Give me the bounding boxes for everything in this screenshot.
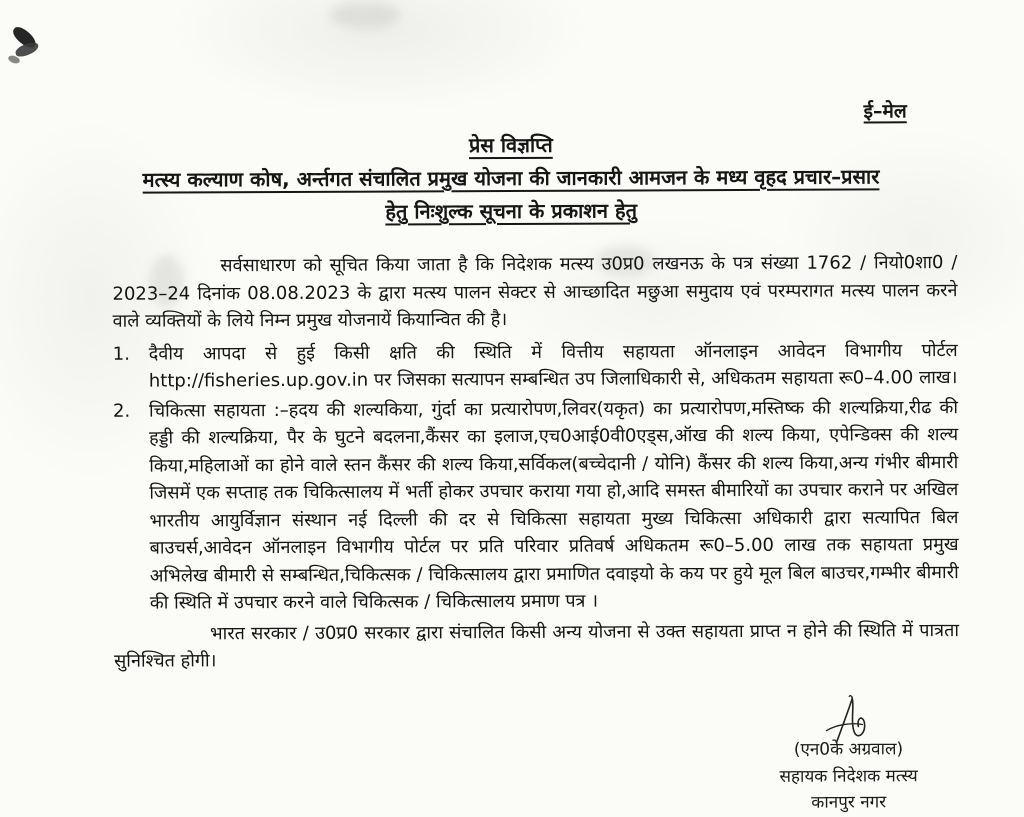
heading-line-1: मत्स्य कल्याण कोष, अर्न्तगत संचालित प्रमुख योजना की जानकारी आमजन के मध्य वृहद प्रचार–प्रसार bbox=[142, 164, 880, 192]
signature-block bbox=[713, 692, 984, 814]
heading-line-2: हेतु निःशुल्क सूचना के प्रकाशन हेतु bbox=[385, 198, 638, 224]
signatory-name: (एन0के अग्रवाल) bbox=[793, 739, 904, 760]
list-item-2 bbox=[113, 394, 959, 618]
email-label: ई–मेल bbox=[863, 100, 907, 123]
list-item-1-number: 1. bbox=[112, 343, 130, 365]
list-item-1 bbox=[113, 337, 958, 396]
press-release-title-text: प्रेस विज्ञप्ति bbox=[468, 132, 553, 158]
scheme-list bbox=[113, 337, 959, 618]
document-body bbox=[112, 249, 959, 675]
list-item-2-text: चिकित्सा सहायता :–हदय की शल्यकिया, गुंर्दा का प्रत्यारोपण,लिवर(यकृत) का प्रत्यारोपण,मस्तिष्क की शल्यक्रिया,रीढ की हड्डी की शल्यक्रिया, पैर के घुटने बदलना,कैंसर का इलाज,एच0आई0वी0एड्स,ऑख की शल्य किया, एपेन्डिक्स की शल्य किया,महिलाओं का होने वाले स्तन कैंसर की शल्य किया,सर्विकल(बच्चेदानी / योनि) कैंसर की शल्य किया,अन्य गंभीर बीमारी जिसमें एक सप्ताह तक चिकित्सालय में भर्ती होकर उपचार कराया गया हो,आदि समस्त बीमारियों का उपचार कराने पर अखिल भारतीय आयुर्विज्ञान संस्थान नई दिल्ली की दर से चिकित्सा सहायता मुख्य चिकित्सा अधिकारी द्वारा सत्यापित बिल बाउचर्स,आवेदन ऑनलाइन विभागीय पोर्टल पर प्रति परिवार प्रतिवर्ष अधिकतम रू0–5.00 लाख तक सहायता प्रमुख अभिलेख बीमारी से सम्बन्धित,चिकित्सक / चिकित्सालय द्वारा प्रमाणित दवाइयो के कय पर हुये मूल बिल बाउचर,गम्भीर बीमारी की स्थिति में उपचार करने वाले चिकित्सक / चिकित्सालय प्रमाण पत्र । bbox=[148, 396, 959, 614]
list-item-1-text: दैवीय आपदा से हुई किसी क्षति की स्थिति में वित्तीय सहायता ऑनलाइन आवेदन विभागीय पोर्टल http://fisheries.up.gov.in पर जिसका सत्यापन सम्बन्धित उप जिलाधिकारी से, अधिकतम सहायता रू0–4.00 लाख। bbox=[148, 339, 958, 392]
press-release-title bbox=[0, 129, 1023, 160]
list-item-2-number: 2. bbox=[112, 400, 131, 422]
closing-paragraph: भारत सरकार / उ0प्र0 सरकार द्वारा संचालित किसी अन्य योजना से उक्त सहायता प्राप्त न होने की स्थिति में पात्रता सुनिश्चित होगी। bbox=[114, 619, 960, 672]
signatory-place: कानपुर नगर bbox=[811, 792, 887, 813]
handwritten-signature-icon bbox=[778, 692, 918, 745]
intro-paragraph: सर्वसाधारण को सूचित किया जाता है कि निदेशक मत्स्य उ0प्र0 लखनऊ के पत्र संख्या 1762 / नियो0शा0 / 2023–24 दिनांक 08.08.2023 के द्वारा मत्स्य पालन सेक्टर से आच्छादित मछुआ समुदाय एवं परम्परागत मत्स्य पालन करने वाले व्यक्तियों के लिये निम्न प्रमुख योजनायें कियान्वित की है। bbox=[112, 252, 958, 332]
document-heading bbox=[47, 160, 975, 230]
signatory-designation: सहायक निदेशक मत्स्य bbox=[779, 766, 918, 787]
